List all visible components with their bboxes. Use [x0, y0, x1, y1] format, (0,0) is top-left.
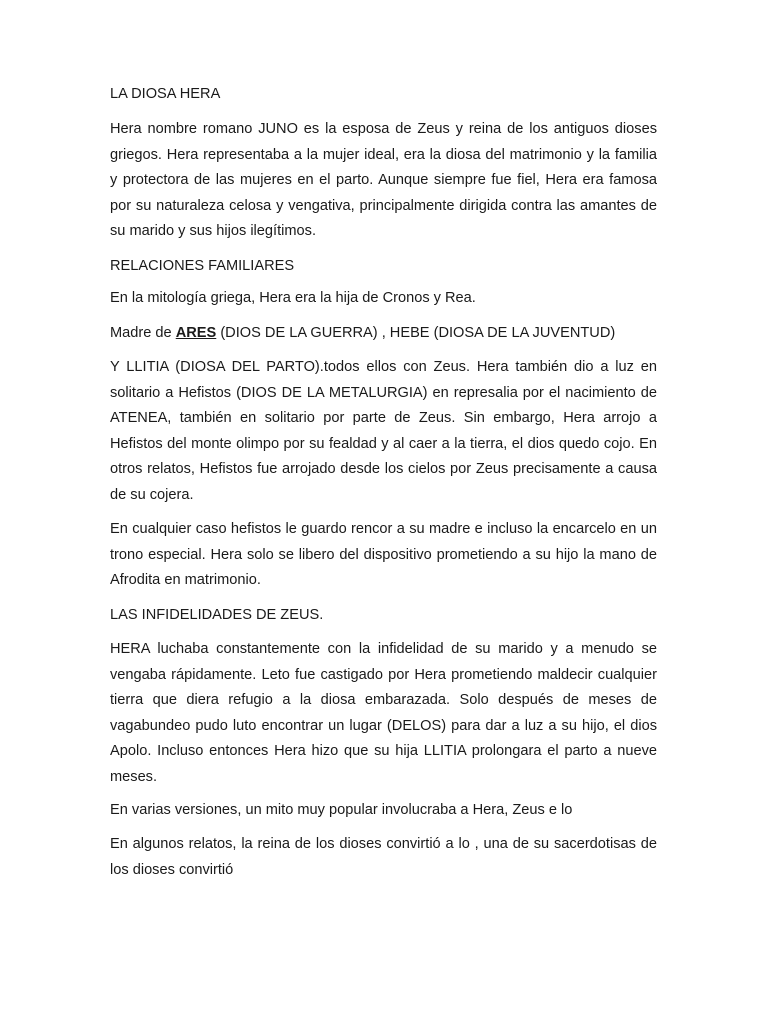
hefistos-paragraph: En cualquier caso hefistos le guardo rencor a su madre e incluso la encarcelo en un trono especial. Hera solo se libero del dispositivo prometiendo a su hijo la mano de Afrodita en matrimonio. — [110, 521, 657, 588]
document-title: LA DIOSA HERA — [110, 86, 221, 102]
intro-paragraph: Hera nombre romano JUNO es la esposa de Zeus y reina de los antiguos dioses griegos. Hera representaba a la mujer ideal, era la diosa del matrimonio y la familia y protectora de las mujeres en el parto. Aunque siempre fue fiel, Hera era famosa por su naturaleza celosa y vengativa, principalmente dirigida contra las amantes de su marido y sus hijos ilegítimos. — [110, 121, 657, 239]
llitia-paragraph: Y LLITIA (DIOSA DEL PARTO).todos ellos con Zeus. Hera también dio a luz en solitario a Hefistos (DIOS DE LA METALURGIA) en represalia por el nacimiento de ATENEA, también en solitario por parte de Zeus. Sin embargo, Hera arrojo a Hefistos del monte olimpo por su fealdad y al caer a la tierra, el dios quedo cojo. En otros relatos, Hefistos fue arrojado desde los cielos por Zeus precisamente a causa de su cojera. — [110, 359, 657, 503]
hera-luchaba-paragraph: HERA luchaba constantemente con la infidelidad de su marido y a menudo se vengaba rápidamente. Leto fue castigado por Hera prometiendo maldecir cualquier tierra que diera refugio a la diosa embarazada. Solo después de meses de vagabundeo pudo luto encontrar un lugar (DELOS) para dar a luz a su hijo, el dios Apolo. Incluso entonces Hera hizo que su hija LLITIA prolongara el parto a nueve meses. — [110, 641, 657, 785]
mitologia-paragraph: En la mitología griega, Hera era la hija de Cronos y Rea. — [110, 290, 476, 306]
versiones-paragraph: En varias versiones, un mito muy popular involucraba a Hera, Zeus e lo — [110, 802, 573, 818]
relatos-paragraph: En algunos relatos, la reina de los dioses convirtió a lo , una de su sacerdotisas de los dioses convirtió — [110, 836, 657, 878]
madre-paragraph — [110, 321, 657, 347]
madre-prefix: Madre de — [110, 325, 176, 341]
relaciones-heading: RELACIONES FAMILIARES — [110, 258, 295, 274]
madre-suffix: (DIOS DE LA GUERRA) , HEBE (DIOSA DE LA JUVENTUD) — [216, 325, 616, 341]
infidelidades-heading: LAS INFIDELIDADES DE ZEUS. — [110, 607, 324, 623]
ares-emphasis: ARES — [175, 325, 217, 341]
